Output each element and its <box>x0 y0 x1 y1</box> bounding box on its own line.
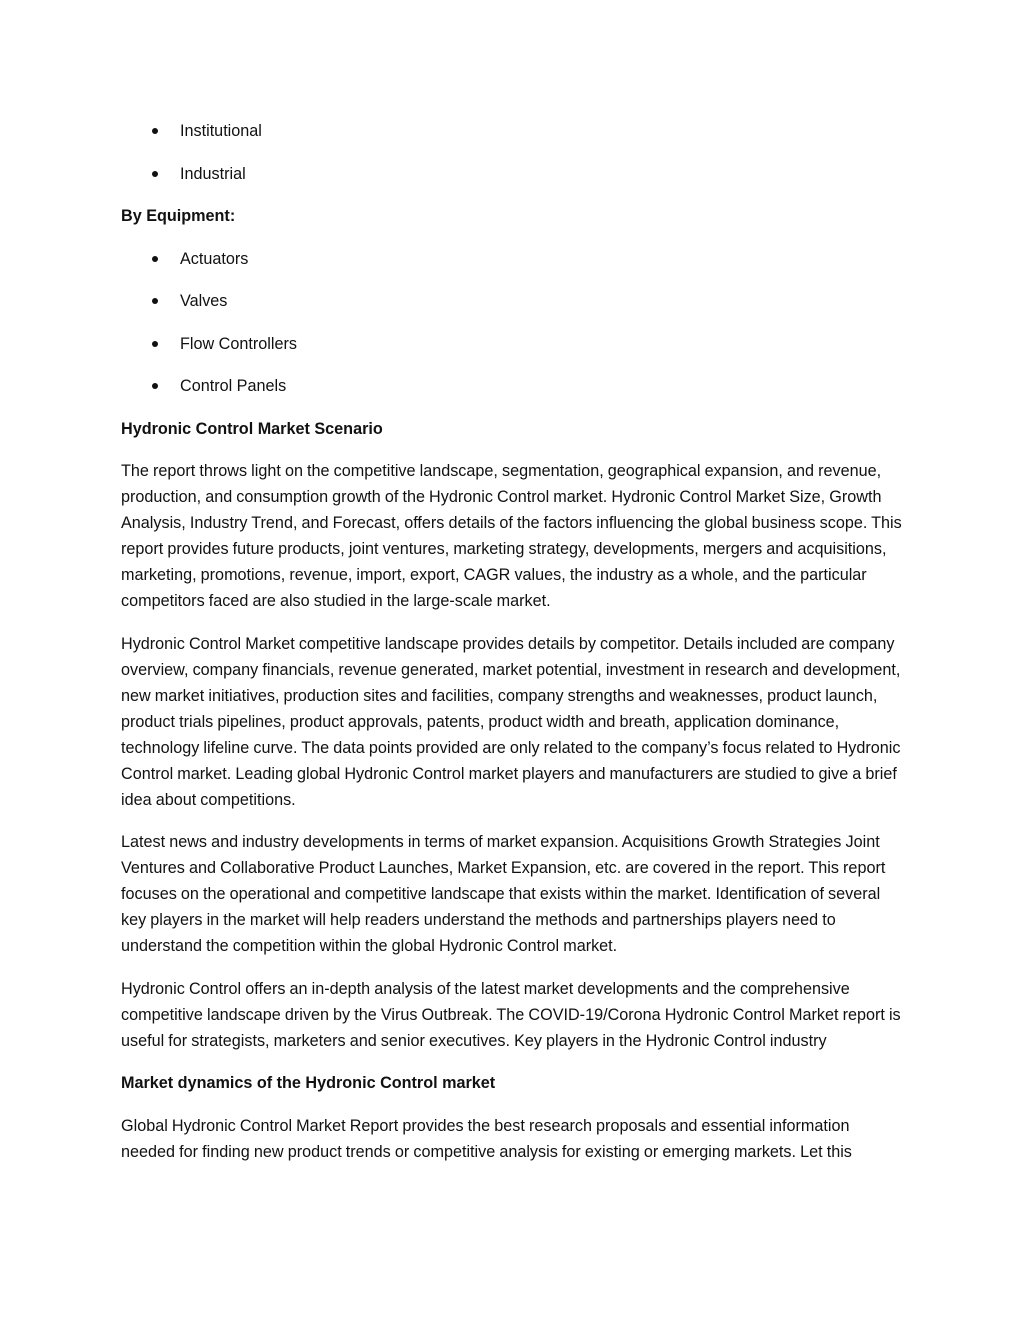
bullet-icon <box>152 256 158 262</box>
document-page <box>121 118 907 1181</box>
list-item <box>121 331 907 357</box>
list-item-label: Flow Controllers <box>180 334 297 353</box>
dynamics-heading: Market dynamics of the Hydronic Control market <box>121 1074 496 1092</box>
paragraph-global-report: Global Hydronic Control Market Report provides the best research proposals and essential information needed for finding new product trends or competitive analysis for existing or emerging markets. Let this <box>121 1116 852 1161</box>
paragraph-covid-analysis: Hydronic Control offers an in-depth analysis of the latest market developments and the comprehensive competitive landscape driven by the Virus Outbreak. The COVID-19/Corona Hydronic Control Market report is useful for strategists, marketers and senior executives. Key players in the Hydronic Control industry <box>121 979 901 1050</box>
list-item-label: Actuators <box>180 249 249 268</box>
scenario-heading: Hydronic Control Market Scenario <box>121 419 383 438</box>
bullet-icon <box>152 128 158 134</box>
list-item <box>121 246 907 272</box>
equipment-list <box>121 246 907 400</box>
equipment-heading: By Equipment: <box>121 207 236 225</box>
list-item <box>121 373 907 399</box>
bullet-icon <box>152 171 158 177</box>
list-item-label: Institutional <box>180 122 262 140</box>
paragraph-report-overview: The report throws light on the competitive landscape, segmentation, geographical expansion, and revenue, production, and consumption growth of the Hydronic Control market. Hydronic Control Market Size, Growth Analysis, Industry Trend, and Forecast, offers details of the factors influencing the global business scope. This report provides future products, joint ventures, marketing strategy, developments, mergers and acquisitions, marketing, promotions, revenue, import, export, CAGR values, the industry as a whole, and the particular competitors faced are also studied in the large-scale market. <box>121 462 902 610</box>
list-item-label: Industrial <box>180 164 246 183</box>
bullet-icon <box>152 298 158 304</box>
list-item <box>121 161 907 187</box>
list-item <box>121 118 907 144</box>
paragraph-latest-news: Latest news and industry developments in terms of market expansion. Acquisitions Growth Strategies Joint Ventures and Collaborative Product Launches, Market Expansion, etc. are covered in the report. This report focuses on the operational and competitive landscape that exists within the market. Identification of several key players in the market will help readers understand the methods and partnerships players need to understand the competition within the global Hydronic Control market. <box>121 833 886 955</box>
list-item <box>121 288 907 314</box>
bullet-icon <box>152 383 158 389</box>
list-item-label: Control Panels <box>180 377 287 395</box>
application-list <box>121 118 907 187</box>
paragraph-competitive-landscape: Hydronic Control Market competitive landscape provides details by competitor. Details included are company overview, company financials, revenue generated, market potential, investment in research and development, new market initiatives, production sites and facilities, company strengths and weaknesses, product launch, product trials pipelines, product approvals, patents, product width and breath, application dominance, technology lifeline curve. The data points provided are only related to the company’s focus related to Hydronic Control market. Leading global Hydronic Control market players and manufacturers are studied to give a brief idea about competitions. <box>121 634 901 809</box>
list-item-label: Valves <box>180 292 228 310</box>
bullet-icon <box>152 341 158 347</box>
